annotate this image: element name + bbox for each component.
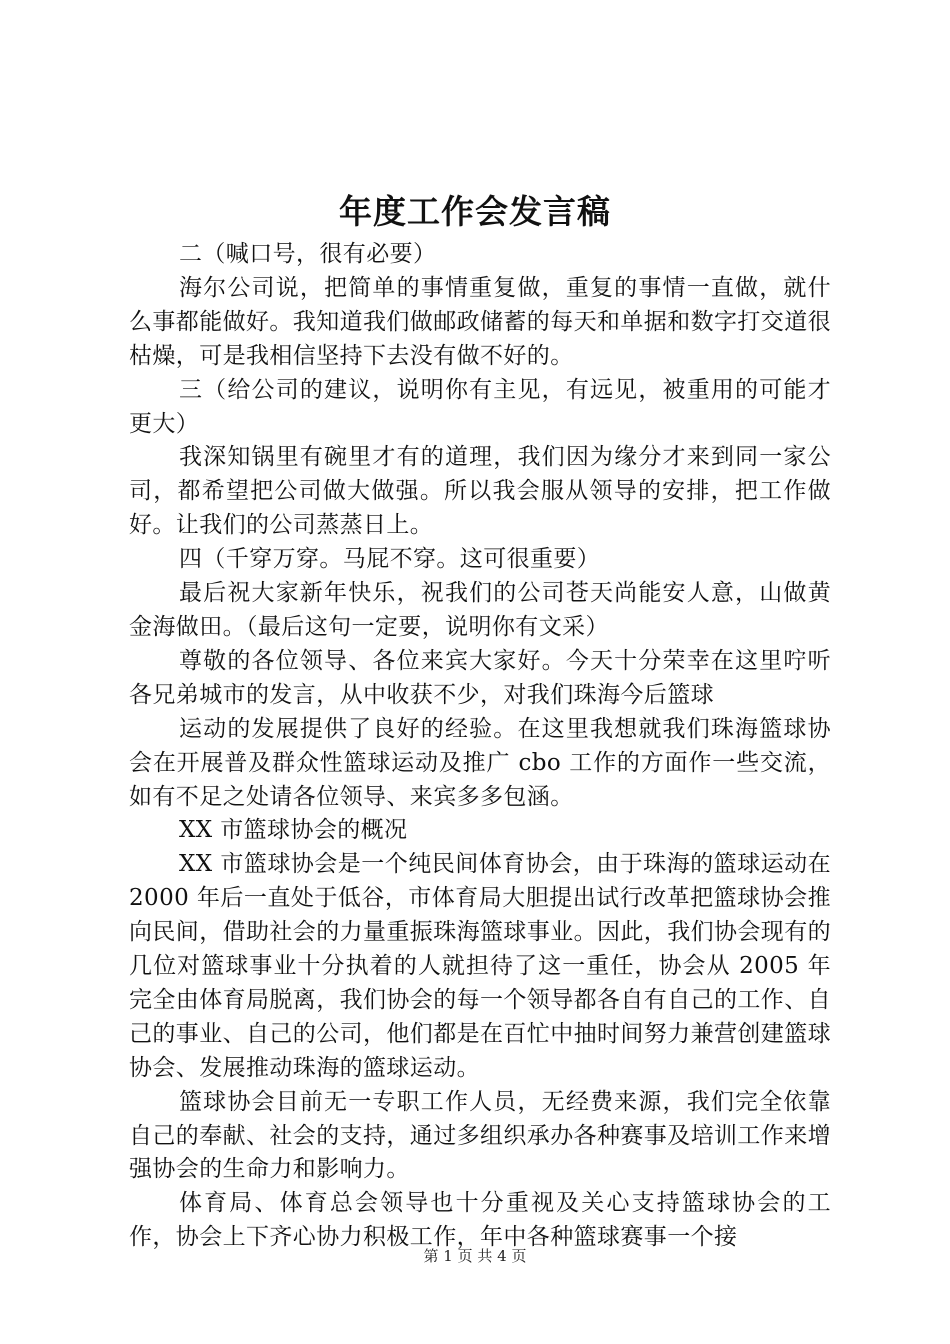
paragraph: 尊敬的各位领导、各位来宾大家好。今天十分荣幸在这里咛听各兄弟城市的发言，从中收获不少，对我们珠海今后篮球 [129, 647, 831, 708]
paragraph: 篮球协会目前无一专职工作人员，无经费来源，我们完全依靠自己的奉献、社会的支持，通过多组织承办各种赛事及培训工作来增强协会的生命力和影响力。 [129, 1088, 831, 1183]
paragraph: 体育局、体育总会领导也十分重视及关心支持篮球协会的工作，协会上下齐心协力积极工作，年中各种篮球赛事一个接 [129, 1190, 831, 1251]
document-body [129, 238, 831, 1255]
paragraph: 海尔公司说，把简单的事情重复做，重复的事情一直做，就什么事都能做好。我知道我们做邮政储蓄的每天和单据和数字打交道很枯燥，可是我相信坚持下去没有做不好的。 [129, 274, 831, 369]
paragraph: 四（千穿万穿。马屁不穿。这可很重要） [179, 546, 601, 573]
paragraph: 三（给公司的建议，说明你有主见，有远见，被重用的可能才更大） [129, 376, 831, 437]
document-title: 年度工作会发言稿 [339, 192, 611, 231]
paragraph: 我深知锅里有碗里才有的道理，我们因为缘分才来到同一家公司，都希望把公司做大做强。所以我会服从领导的安排，把工作做好。让我们的公司蒸蒸日上。 [129, 444, 831, 539]
paragraph: 运动的发展提供了良好的经验。在这里我想就我们珠海篮球协会在开展普及群众性篮球运动及推广 cbo 工作的方面作一些交流，如有不足之处请各位领导、来宾多多包涵。 [129, 715, 831, 810]
paragraph: 二（喊口号，很有必要） [179, 241, 437, 267]
paragraph: XX 市篮球协会是一个纯民间体育协会，由于珠海的篮球运动在 2000 年后一直处于低谷，市体育局大胆提出试行改革把篮球协会推向民间，借助社会的力量重振珠海篮球事业。因此，我们协会现有的几位对篮球事业十分执着的人就担待了这一重任，协会从 2005 年完全由体育局脱离，我们协会的每一个领导都各自有自己的工作、自己的事业、自己的公司，他们都是在百忙中抽时间努力兼营创建篮球协会、发展推动珠海的篮球运动。 [129, 851, 831, 1081]
section-heading: XX 市篮球协会的概况 [179, 817, 408, 844]
paragraph: 最后祝大家新年快乐，祝我们的公司苍天尚能安人意，山做黄金海做田。（最后这句一定要，说明你有文采） [129, 580, 831, 640]
page-number-footer: 第 1 页 共 4 页 [423, 1247, 527, 1265]
